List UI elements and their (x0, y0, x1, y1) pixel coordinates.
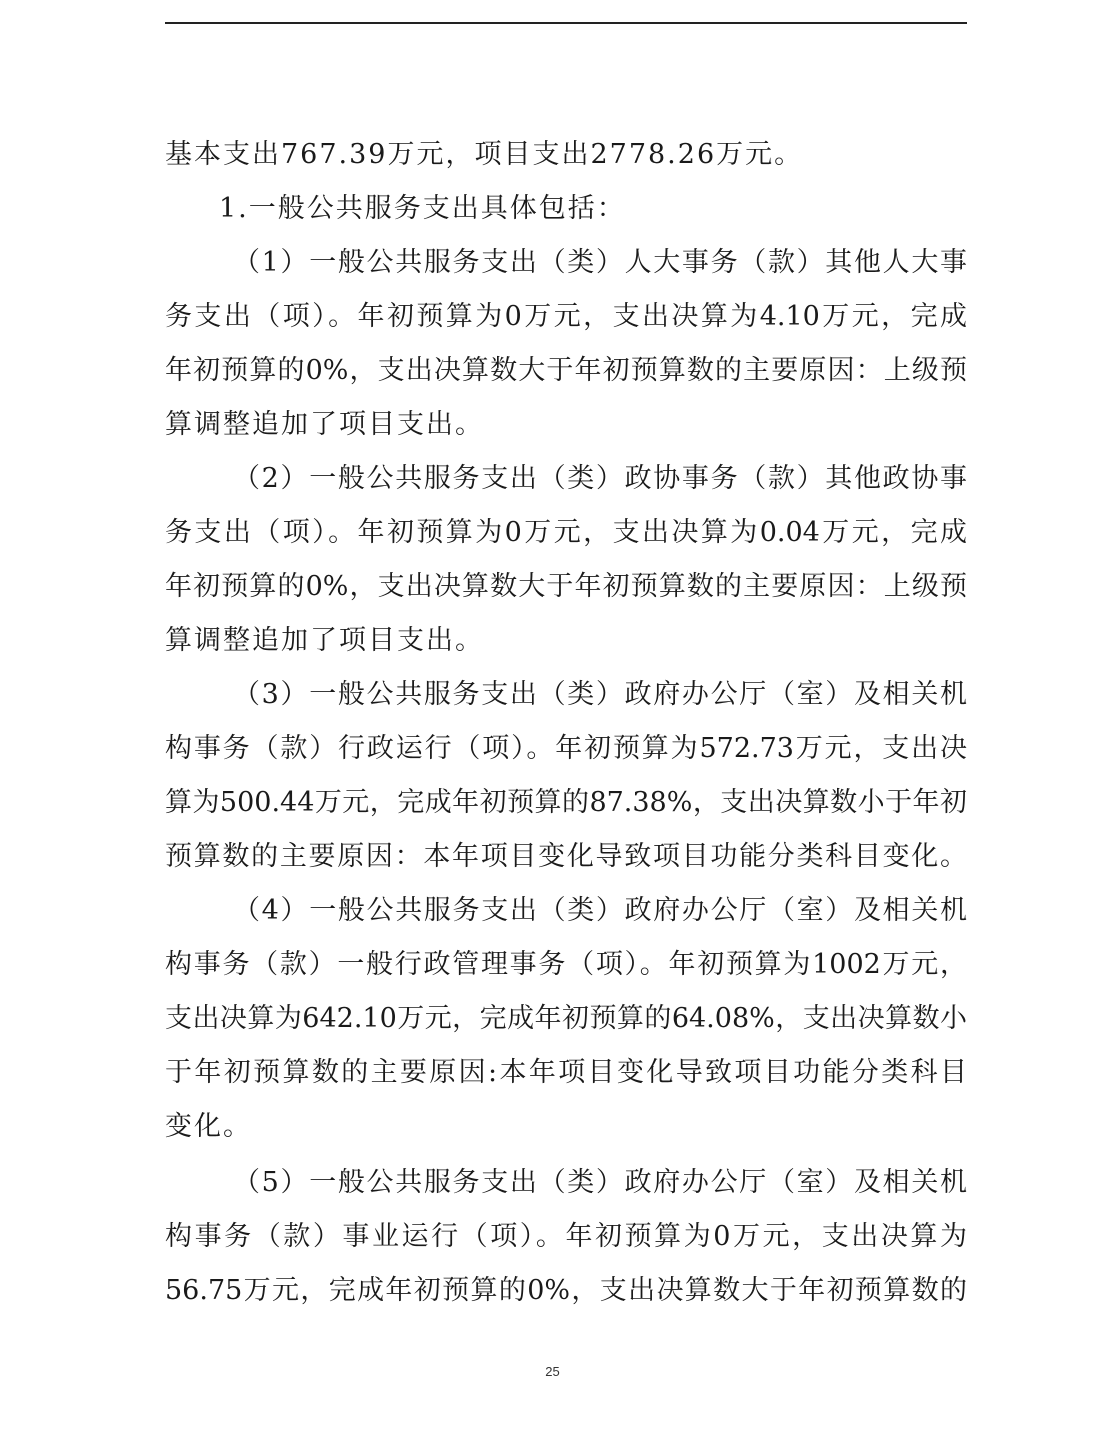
text-line: （3）一般公共服务支出（类）政府办公厅（室）及相关机 (233, 679, 967, 710)
text-line: 年初预算的0%，支出决算数大于年初预算数的主要原因：上级预 (165, 571, 967, 602)
text-line: 算调整追加了项目支出。 (165, 409, 484, 440)
page-number: 25 (545, 1364, 560, 1379)
text-line: 算为500.44万元，完成年初预算的87.38%，支出决算数小于年初 (165, 787, 967, 818)
text-line: 于年初预算数的主要原因:本年项目变化导致项目功能分类科目 (165, 1057, 967, 1088)
text-line: 基本支出767.39万元，项目支出2778.26万元。 (165, 139, 804, 170)
header-rule (165, 22, 967, 24)
text-line: 预算数的主要原因：本年项目变化导致项目功能分类科目变化。 (165, 841, 967, 872)
text-line: 年初预算的0%，支出决算数大于年初预算数的主要原因：上级预 (165, 355, 967, 386)
text-line: 务支出（项）。年初预算为0万元，支出决算为4.10万元，完成 (165, 301, 967, 332)
text-line: （1）一般公共服务支出（类）人大事务（款）其他人大事 (233, 247, 967, 278)
text-line: 算调整追加了项目支出。 (165, 625, 484, 656)
text-line: 支出决算为642.10万元，完成年初预算的64.08%，支出决算数小 (165, 1003, 967, 1034)
text-line: 56.75万元，完成年初预算的0%，支出决算数大于年初预算数的 (165, 1275, 967, 1306)
text-line: （4）一般公共服务支出（类）政府办公厅（室）及相关机 (233, 895, 967, 926)
text-line: （2）一般公共服务支出（类）政协事务（款）其他政协事 (233, 463, 967, 494)
text-line: 构事务（款）事业运行（项）。年初预算为0万元，支出决算为 (165, 1221, 967, 1252)
section-heading: 1.一般公共服务支出具体包括： (219, 193, 626, 224)
text-line: （5）一般公共服务支出（类）政府办公厅（室）及相关机 (233, 1167, 967, 1198)
text-line: 务支出（项）。年初预算为0万元，支出决算为0.04万元，完成 (165, 517, 967, 548)
text-line: 构事务（款）行政运行（项）。年初预算为572.73万元，支出决 (165, 733, 967, 764)
text-line: 构事务（款）一般行政管理事务（项）。年初预算为1002万元， (165, 949, 967, 980)
text-line: 变化。 (165, 1111, 252, 1142)
